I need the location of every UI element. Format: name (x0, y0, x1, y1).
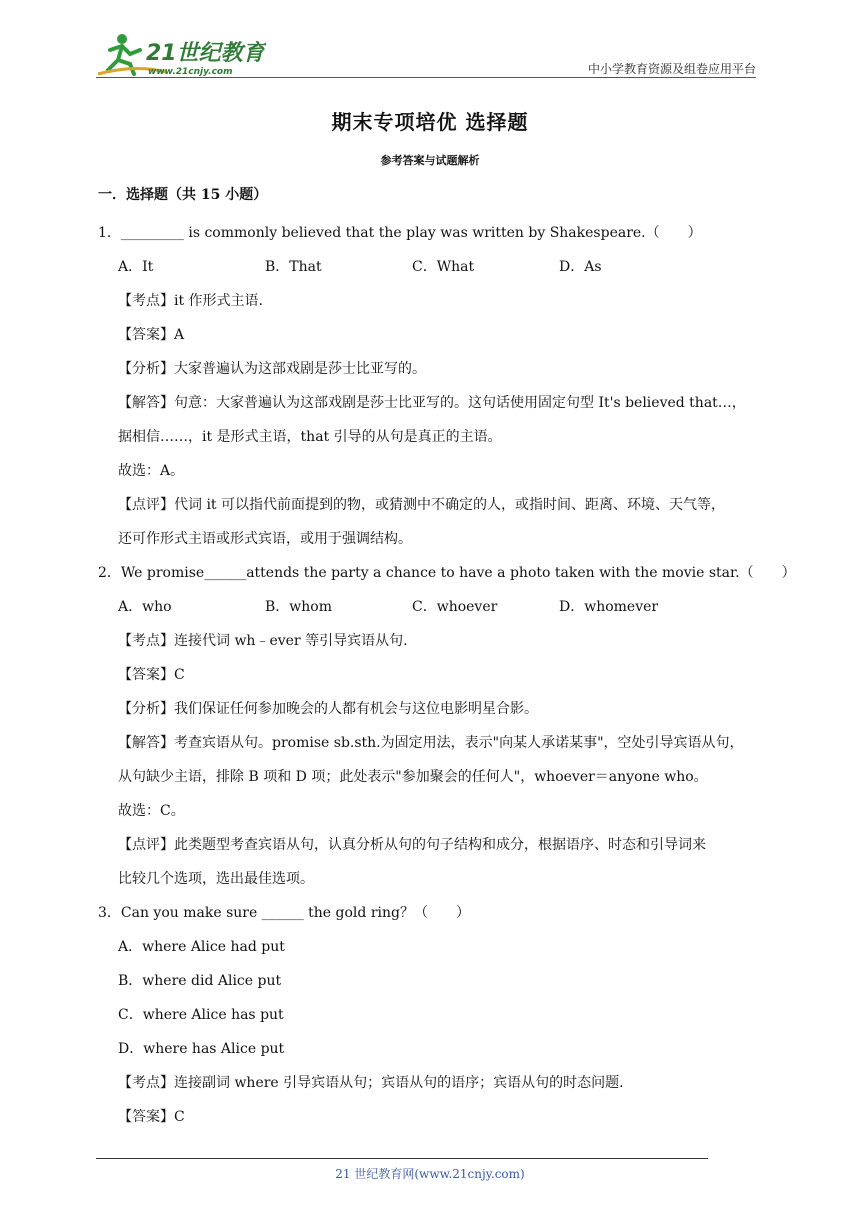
option-a: A．where Alice had put (118, 939, 285, 955)
option-c: C．where Alice has put (118, 1007, 284, 1023)
option-d: D．whomever (559, 599, 659, 615)
header-divider (96, 77, 756, 78)
option-b: B．whom (265, 599, 332, 615)
jieda-cont: 从句缺少主语，排除 B 项和 D 项；此处表示"参加聚会的任何人"，whoever＝anyone who。 (118, 769, 708, 785)
question-stem: 1．_________ is commonly believed that the play was written by Shakespeare.（ ） (98, 225, 702, 241)
answer: 【答案】C (118, 667, 185, 683)
section-heading: 一．选择题（共 15 小题） (98, 187, 268, 203)
kaodian: 【考点】连接副词 where 引导宾语从句；宾语从句的语序；宾语从句的时态问题. (118, 1075, 624, 1091)
logo-text: 21世纪教育 (146, 41, 265, 66)
fenxi: 【分析】我们保证任何参加晚会的人都有机会与这位电影明星合影。 (118, 701, 538, 717)
page-header (96, 30, 756, 78)
option-b: B．where did Alice put (118, 973, 282, 989)
21cnjy-logo (96, 30, 266, 78)
question-options (98, 250, 766, 284)
option-a: A．It (118, 259, 154, 275)
kaodian: 【考点】连接代词 wh﹣ever 等引导宾语从句. (118, 633, 408, 649)
option-d: D．As (559, 259, 602, 275)
question-2 (98, 556, 796, 896)
question-options (98, 590, 766, 624)
fenxi: 【分析】大家普遍认为这部戏剧是莎士比亚写的。 (118, 361, 426, 377)
jieda: 【解答】考查宾语从句。promise sb.sth.为固定用法，表示"向某人承诺某事"，空处引导宾语从句， (118, 735, 744, 751)
question-stem: 2．We promise______attends the party a chance to have a photo taken with the movie star.（ ） (98, 565, 796, 581)
page-subtitle: 参考答案与试题解析 (380, 154, 480, 167)
jieda: 【解答】句意：大家普遍认为这部戏剧是莎士比亚写的。这句话使用固定句型 It's believed that…， (118, 395, 746, 411)
option-c: C．whoever (412, 599, 498, 615)
document-body (98, 182, 796, 1134)
answer: 【答案】A (118, 327, 185, 343)
dianping: 【点评】此类题型考查宾语从句，认真分析从句的句子结构和成分，根据语序、时态和引导词来 (118, 837, 706, 853)
question-3 (98, 896, 766, 1134)
question-1 (98, 216, 766, 556)
platform-label: 中小学教育资源及组卷应用平台 (587, 62, 756, 76)
option-b: B．That (265, 259, 322, 275)
page-title: 期末专项培优 选择题 (331, 110, 529, 134)
option-a: A．who (118, 599, 172, 615)
footer-link[interactable]: 21 世纪教育网(www.21cnjy.com) (335, 1167, 525, 1181)
choose: 故选：C。 (118, 803, 185, 819)
question-stem: 3．Can you make sure ______ the gold ring？（ ） (98, 905, 470, 921)
dianping: 【点评】代词 it 可以指代前面提到的物，或猜测中不确定的人，或指时间、距离、环境、天气等， (118, 497, 726, 513)
option-d: D．where has Alice put (118, 1041, 285, 1057)
footer-divider (96, 1158, 708, 1159)
dianping-cont: 还可作形式主语或形式宾语，或用于强调结构。 (118, 531, 412, 547)
jieda-cont: 据相信……，it 是形式主语，that 引导的从句是真正的主语。 (118, 429, 502, 445)
option-c: C．What (412, 259, 475, 275)
choose: 故选：A。 (118, 463, 185, 479)
dianping-cont: 比较几个选项，选出最佳选项。 (118, 871, 314, 887)
answer: 【答案】C (118, 1109, 185, 1125)
logo-url: www.21cnjy.com (148, 67, 233, 77)
kaodian: 【考点】it 作形式主语. (118, 293, 264, 309)
